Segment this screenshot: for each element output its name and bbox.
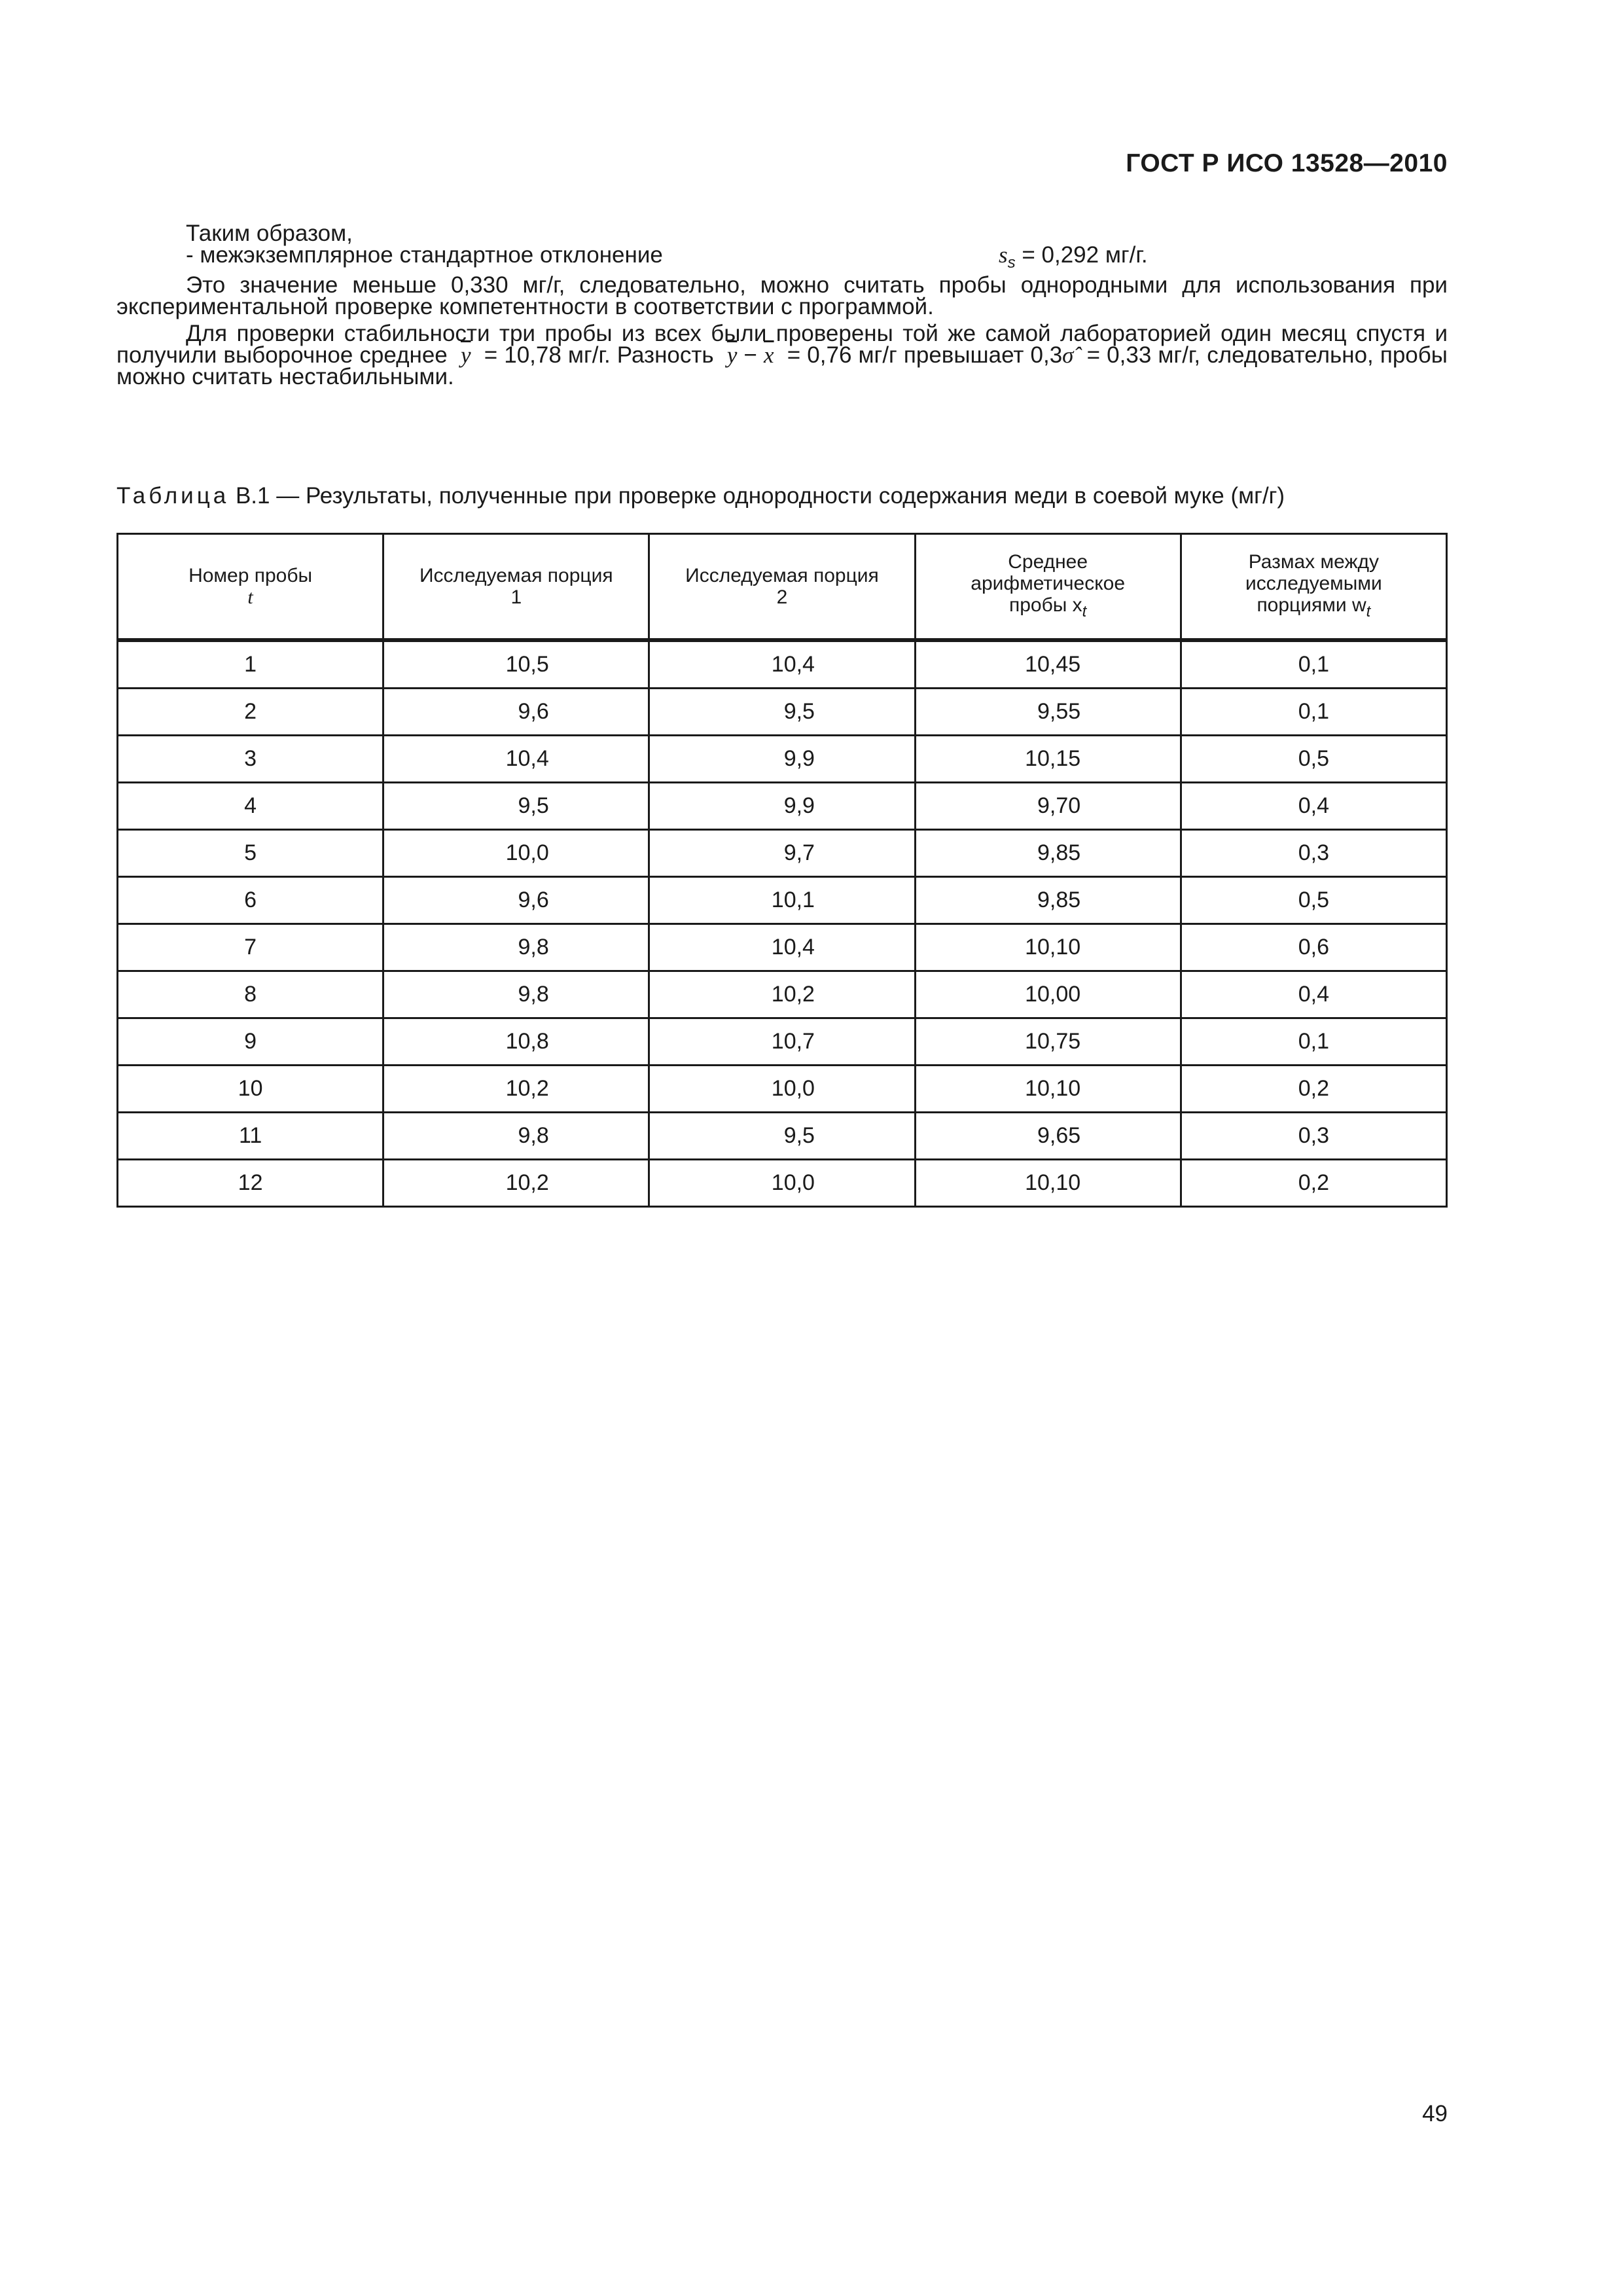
cell-portion-2 (649, 689, 915, 736)
cell-value: 10,4 (771, 652, 815, 677)
deviation-value: = 0,292 мг/г. (1015, 242, 1148, 268)
cell-sample-number (118, 736, 383, 783)
cell-value: 9,8 (518, 935, 549, 960)
cell-portion-1 (383, 924, 649, 971)
cell-portion-2 (649, 783, 915, 830)
cell-value: 7 (244, 935, 257, 960)
cell-portion-2 (649, 877, 915, 924)
table-row (118, 689, 1447, 736)
paragraph2-line2d: = 0,33 мг/г, (1086, 342, 1201, 368)
cell-value: 9,5 (783, 699, 815, 724)
paragraph2-line2c: = 0,76 мг/г превышает 0,3 (787, 342, 1063, 368)
header-col2-line2: 1 (510, 586, 522, 608)
cell-portion-1 (383, 783, 649, 830)
cell-portion-1 (383, 971, 649, 1018)
cell-mean (915, 1066, 1181, 1113)
body-text (116, 223, 1448, 393)
table-row (118, 1160, 1447, 1207)
cell-value: 9,85 (1037, 888, 1081, 912)
cell-portion-2 (649, 1113, 915, 1160)
cell-value: 0,1 (1298, 1029, 1329, 1054)
cell-portion-2 (649, 924, 915, 971)
cell-portion-1 (383, 736, 649, 783)
header-col1-line2: t (247, 586, 253, 608)
paragraph1-line1: Это значение меньше 0,330 мг/г, следовательно, можно считать пробы однородными для использования при (186, 272, 1448, 298)
cell-sample-number (118, 1066, 383, 1113)
cell-sample-number (118, 1018, 383, 1066)
cell-value: 10,0 (771, 1170, 815, 1195)
cell-value: 10,4 (771, 935, 815, 960)
results-table (116, 533, 1448, 1208)
deviation-line (186, 242, 1448, 272)
cell-sample-number (118, 689, 383, 736)
diff-y-symbol: $\overline{y}$ (726, 342, 738, 368)
cell-portion-1 (383, 689, 649, 736)
table-row (118, 924, 1447, 971)
paragraph1-line2: экспериментальной проверке компетентности в соответствии с программой. (116, 294, 934, 319)
header-col4-line1: Среднее (1008, 550, 1088, 573)
cell-portion-2 (649, 1018, 915, 1066)
cell-value: 2 (244, 699, 257, 724)
cell-value: 10,75 (1025, 1029, 1081, 1054)
header-col1-line1: Номер пробы (188, 565, 313, 586)
cell-value: 10,0 (771, 1076, 815, 1101)
table-row (118, 1113, 1447, 1160)
header-col2-line1: Исследуемая порция (419, 565, 613, 586)
cell-value: 0,2 (1298, 1076, 1329, 1101)
cell-sample-number (118, 1113, 383, 1160)
deviation-symbol: s (999, 242, 1008, 268)
paragraph2-line1: Для проверки стабильности три пробы из всех были проверены той же самой лабораторией один месяц (186, 321, 1347, 346)
cell-mean (915, 971, 1181, 1018)
cell-value: 10,10 (1025, 1076, 1081, 1101)
table-header-row (118, 534, 1447, 641)
cell-value: 0,4 (1298, 982, 1329, 1007)
cell-mean (915, 1160, 1181, 1207)
cell-portion-1 (383, 877, 649, 924)
table-row (118, 640, 1447, 689)
cell-value: 5 (244, 840, 257, 865)
cell-portion-2 (649, 736, 915, 783)
header-col5-line3: порциями w (1257, 594, 1366, 616)
header-col3-line1: Исследуемая порция (685, 565, 879, 586)
cell-value: 10,4 (505, 746, 549, 771)
cell-value: 4 (244, 793, 257, 818)
cell-mean (915, 736, 1181, 783)
cell-value: 9,7 (783, 840, 815, 865)
cell-value: 10 (238, 1076, 263, 1101)
cell-value: 10,1 (771, 888, 815, 912)
cell-mean (915, 689, 1181, 736)
cell-value: 0,3 (1298, 1123, 1329, 1148)
cell-value: 10,7 (771, 1029, 815, 1054)
table-row (118, 971, 1447, 1018)
paragraph2-line2b: = 10,78 мг/г. Разность (484, 342, 714, 368)
cell-mean (915, 640, 1181, 689)
cell-range (1181, 924, 1446, 971)
paragraph2-line3: следовательно, пробы можно считать нестабильными. (116, 342, 1448, 389)
cell-mean (915, 783, 1181, 830)
cell-value: 0,1 (1298, 699, 1329, 724)
cell-value: 1 (244, 652, 257, 677)
cell-mean (915, 877, 1181, 924)
cell-range (1181, 830, 1446, 877)
header-col4-line3: пробы x (1008, 594, 1082, 616)
cell-portion-2 (649, 1066, 915, 1113)
cell-portion-1 (383, 1160, 649, 1207)
cell-value: 10,00 (1025, 982, 1081, 1007)
cell-value: 9 (244, 1029, 257, 1054)
cell-range (1181, 877, 1446, 924)
cell-value: 9,85 (1037, 840, 1081, 865)
table-row (118, 830, 1447, 877)
cell-range (1181, 1066, 1446, 1113)
cell-value: 0,2 (1298, 1170, 1329, 1195)
cell-mean (915, 924, 1181, 971)
header-range (1181, 534, 1446, 641)
table-caption (116, 483, 1285, 509)
cell-range (1181, 640, 1446, 689)
cell-portion-2 (649, 1160, 915, 1207)
table-row (118, 1066, 1447, 1113)
cell-range (1181, 971, 1446, 1018)
header-col5-sub: t (1366, 602, 1371, 620)
cell-portion-1 (383, 1066, 649, 1113)
cell-value: 9,5 (518, 793, 549, 818)
cell-value: 10,2 (505, 1076, 549, 1101)
diff-minus: − (737, 342, 764, 368)
table-caption-prefix: Таблица (116, 483, 230, 509)
cell-value: 9,9 (783, 793, 815, 818)
cell-value: 0,3 (1298, 840, 1329, 865)
cell-value: 11 (238, 1123, 262, 1148)
cell-sample-number (118, 971, 383, 1018)
table-row (118, 736, 1447, 783)
cell-value: 10,2 (771, 982, 815, 1007)
cell-range (1181, 689, 1446, 736)
intro-text: Таким образом, (186, 221, 353, 246)
cell-value: 9,6 (518, 888, 549, 912)
cell-value: 9,55 (1037, 699, 1081, 724)
cell-value: 10,10 (1025, 935, 1081, 960)
header-col4-sub: t (1082, 602, 1087, 620)
cell-sample-number (118, 877, 383, 924)
cell-range (1181, 736, 1446, 783)
header-portion-1 (383, 534, 649, 641)
table-row (118, 877, 1447, 924)
cell-value: 6 (244, 888, 257, 912)
cell-portion-2 (649, 640, 915, 689)
cell-mean (915, 1018, 1181, 1066)
cell-sample-number (118, 830, 383, 877)
diff-x-symbol: $\overline{x}$ (764, 342, 774, 368)
cell-value: 0,4 (1298, 793, 1329, 818)
table-row (118, 783, 1447, 830)
cell-portion-1 (383, 1018, 649, 1066)
cell-value: 9,5 (783, 1123, 815, 1148)
y-bar-symbol: $\overline{y}$ (460, 342, 471, 368)
cell-value: 10,2 (505, 1170, 549, 1195)
cell-value: 0,1 (1298, 652, 1329, 677)
header-sample-number (118, 534, 383, 641)
page-number: 49 (1422, 2101, 1448, 2126)
cell-range (1181, 1160, 1446, 1207)
cell-value: 3 (244, 746, 257, 771)
header-col4-line2: арифметическое (971, 572, 1126, 594)
cell-portion-1 (383, 1113, 649, 1160)
cell-value: 8 (244, 982, 257, 1007)
sigma-hat-symbol: σ̂ (1062, 342, 1074, 368)
table-caption-text: В.1 — Результаты, полученные при проверке однородности содержания меди в соевой муке (мг/г) (229, 483, 1285, 509)
cell-range (1181, 1018, 1446, 1066)
header-col5-line1: Размах между (1248, 550, 1380, 573)
cell-sample-number (118, 640, 383, 689)
cell-portion-2 (649, 830, 915, 877)
header-col5-line2: исследуемыми (1245, 572, 1382, 594)
cell-value: 9,65 (1037, 1123, 1081, 1148)
cell-range (1181, 783, 1446, 830)
table-row (118, 1018, 1447, 1066)
cell-mean (915, 1113, 1181, 1160)
deviation-formula (999, 244, 1148, 274)
cell-range (1181, 1113, 1446, 1160)
cell-value: 9,6 (518, 699, 549, 724)
header-col3-line2: 2 (776, 586, 788, 608)
cell-value: 10,8 (505, 1029, 549, 1054)
deviation-label: - межэкземплярное стандартное отклонение (186, 242, 663, 268)
paragraph-homogeneity (116, 274, 1448, 317)
cell-portion-1 (383, 830, 649, 877)
document-code: ГОСТ Р ИСО 13528—2010 (1126, 149, 1448, 177)
paragraph2-line2a: спустя и получили выборочное среднее (116, 321, 1448, 368)
cell-value: 10,5 (505, 652, 549, 677)
cell-value: 9,8 (518, 1123, 549, 1148)
cell-sample-number (118, 783, 383, 830)
cell-sample-number (118, 924, 383, 971)
cell-sample-number (118, 1160, 383, 1207)
paragraph-stability (116, 323, 1448, 387)
cell-portion-2 (649, 971, 915, 1018)
cell-value: 10,15 (1025, 746, 1081, 771)
header-mean (915, 534, 1181, 641)
cell-value: 10,0 (505, 840, 549, 865)
cell-value: 9,8 (518, 982, 549, 1007)
cell-value: 12 (238, 1170, 263, 1195)
cell-value: 10,45 (1025, 652, 1081, 677)
cell-value: 9,9 (783, 746, 815, 771)
cell-value: 0,6 (1298, 935, 1329, 960)
cell-value: 0,5 (1298, 746, 1329, 771)
header-portion-2 (649, 534, 915, 641)
cell-value: 10,10 (1025, 1170, 1081, 1195)
cell-portion-1 (383, 640, 649, 689)
cell-mean (915, 830, 1181, 877)
cell-value: 9,70 (1037, 793, 1081, 818)
cell-value: 0,5 (1298, 888, 1329, 912)
deviation-subscript: s (1007, 254, 1016, 272)
